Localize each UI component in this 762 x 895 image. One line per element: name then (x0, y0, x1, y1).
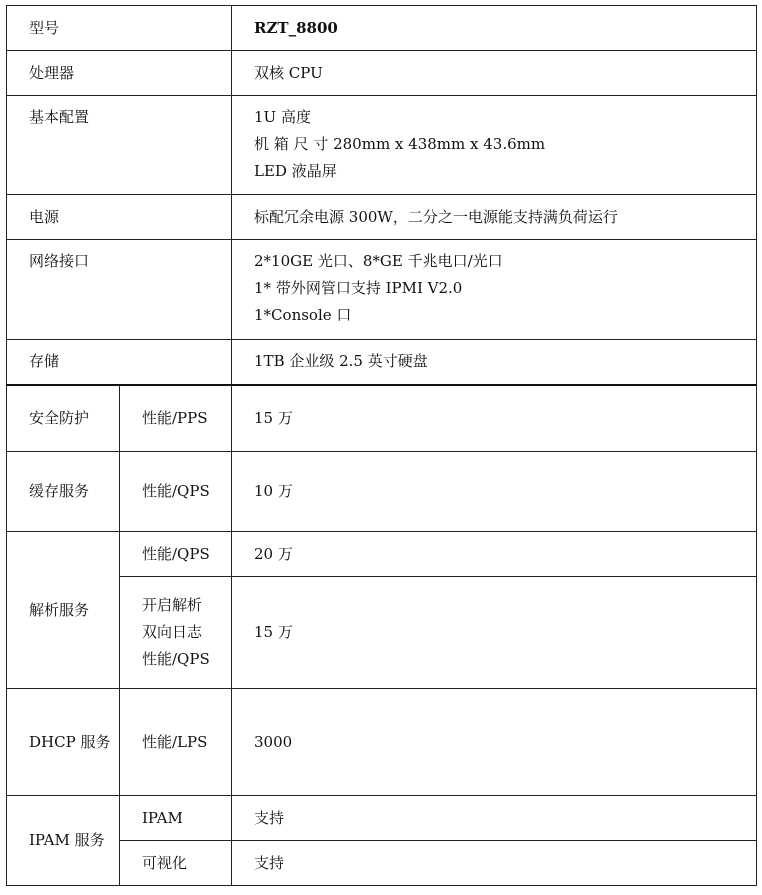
metric-line: 双向日志 (142, 623, 203, 641)
perf-metric-label: 性能/QPS (120, 532, 232, 577)
row-label: 网络接口 (7, 240, 232, 340)
row-label: 电源 (7, 195, 232, 240)
perf-metric-label: 性能/LPS (120, 689, 232, 796)
perf-category-label: DHCP 服务 (7, 689, 120, 796)
table-row (7, 240, 757, 340)
table-row (7, 452, 757, 532)
value-line: 1* 带外网管口支持 IPMI V2.0 (254, 279, 463, 297)
row-value: 1TB 企业级 2.5 英寸硬盘 (232, 340, 757, 385)
row-value: 标配冗余电源 300W，二分之一电源能支持满负荷运行 (232, 195, 757, 240)
row-value: 双核 CPU (232, 51, 757, 96)
perf-metric-value: 3000 (232, 689, 757, 796)
perf-metric-label: 性能/PPS (120, 385, 232, 452)
table-row (7, 195, 757, 240)
table-row (7, 385, 757, 452)
row-label: 存储 (7, 340, 232, 385)
table-row (7, 796, 757, 841)
perf-metric-label: IPAM (120, 796, 232, 841)
perf-category-label: 安全防护 (7, 385, 120, 452)
perf-metric-value: 20 万 (232, 532, 757, 577)
value-line: LED 液晶屏 (254, 162, 337, 180)
table-row (7, 841, 757, 886)
value-line: 机 箱 尺 寸 280mm x 438mm x 43.6mm (254, 135, 546, 153)
spec-table (6, 5, 757, 886)
table-row (7, 577, 757, 689)
perf-metric-label: 性能/QPS (120, 452, 232, 532)
perf-metric-value: 15 万 (232, 385, 757, 452)
row-value-multiline (232, 96, 757, 195)
table-row (7, 6, 757, 51)
metric-line: 性能/QPS (142, 650, 210, 668)
table-row (7, 532, 757, 577)
value-line: 2*10GE 光口、8*GE 千兆电口/光口 (254, 252, 503, 270)
perf-category-label: 解析服务 (7, 532, 120, 689)
table-row (7, 96, 757, 195)
perf-category-label: 缓存服务 (7, 452, 120, 532)
row-label: 处理器 (7, 51, 232, 96)
row-label: 基本配置 (7, 96, 232, 195)
table-row (7, 51, 757, 96)
perf-metric-value: 10 万 (232, 452, 757, 532)
row-label: 型号 (7, 6, 232, 51)
perf-metric-value: 15 万 (232, 577, 757, 689)
row-value-multiline (232, 240, 757, 340)
perf-metric-label: 可视化 (120, 841, 232, 886)
perf-category-label: IPAM 服务 (7, 796, 120, 886)
value-line: 1*Console 口 (254, 306, 352, 324)
value-line: 1U 高度 (254, 108, 311, 126)
perf-metric-label-multiline (120, 577, 232, 689)
metric-line: 开启解析 (142, 596, 203, 614)
perf-metric-value: 支持 (232, 796, 757, 841)
model-value: RZT_8800 (232, 6, 757, 51)
table-row (7, 689, 757, 796)
perf-metric-value: 支持 (232, 841, 757, 886)
table-row (7, 340, 757, 385)
